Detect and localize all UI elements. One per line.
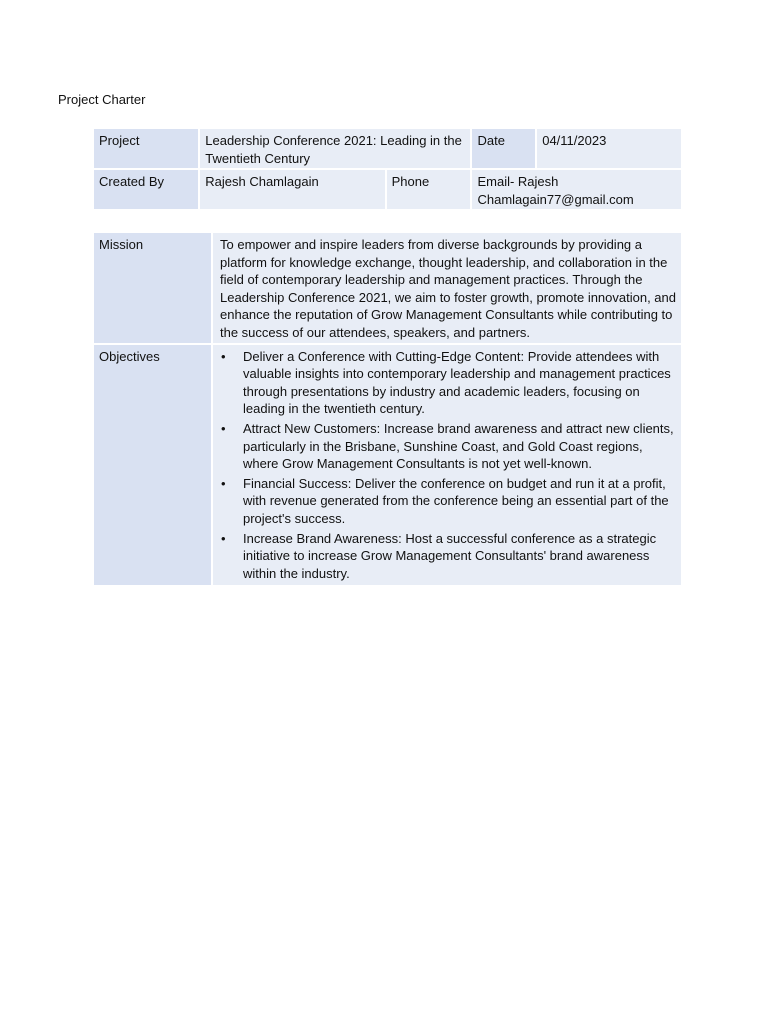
objectives-list	[220, 348, 676, 583]
table-row	[94, 170, 681, 209]
project-label: Project	[94, 129, 198, 168]
project-info-table	[92, 127, 683, 211]
email-value: Email- Rajesh Chamlagain77@gmail.com	[472, 170, 681, 209]
table-row	[94, 129, 681, 168]
bullet-icon: •	[221, 530, 226, 546]
objective-text: Deliver a Conference with Cutting-Edge Content: Provide attendees with valuable insights into contemporary leadership and management practices through presentations by industry and academic leaders, focusing on leading in the twentieth century.	[243, 348, 671, 417]
page-title: Project Charter	[58, 92, 146, 107]
bullet-icon: •	[221, 348, 226, 364]
objective-text: Increase Brand Awareness: Host a successful conference as a strategic initiative to increase Grow Management Consultants' brand awareness within the industry.	[243, 530, 657, 581]
list-item	[220, 420, 676, 473]
phone-label: Phone	[387, 170, 471, 209]
table-row	[94, 233, 681, 343]
project-value: Leadership Conference 2021: Leading in the Twentieth Century	[200, 129, 470, 168]
list-item	[220, 475, 676, 528]
objectives-label: Objectives	[94, 345, 211, 586]
mission-objectives-table	[92, 231, 683, 587]
date-label: Date	[472, 129, 535, 168]
objectives-cell	[213, 345, 681, 586]
objective-text: Financial Success: Deliver the conference on budget and run it at a profit, with revenue generated from the conference being an essential part of the project's success.	[243, 475, 669, 526]
date-value: 04/11/2023	[537, 129, 681, 168]
created-by-value: Rajesh Chamlagain	[200, 170, 384, 209]
table-row	[94, 345, 681, 586]
mission-label: Mission	[94, 233, 211, 343]
list-item	[220, 348, 676, 418]
mission-text: To empower and inspire leaders from diverse backgrounds by providing a platform for knowledge exchange, thought leadership, and collaboration in the field of contemporary leadership and management practices. Through the Leadership Conference 2021, we aim to foster growth, promote innovation, and enhance the reputation of Grow Management Consultants while contributing to the success of our attendees, speakers, and partners.	[213, 233, 681, 343]
bullet-icon: •	[221, 475, 226, 491]
list-item	[220, 530, 676, 583]
bullet-icon: •	[221, 420, 226, 436]
objective-text: Attract New Customers: Increase brand awareness and attract new clients, particularly in the Brisbane, Sunshine Coast, and Gold Coast regions, where Grow Management Consultants is not yet well-known.	[243, 420, 674, 472]
created-by-label: Created By	[94, 170, 198, 209]
